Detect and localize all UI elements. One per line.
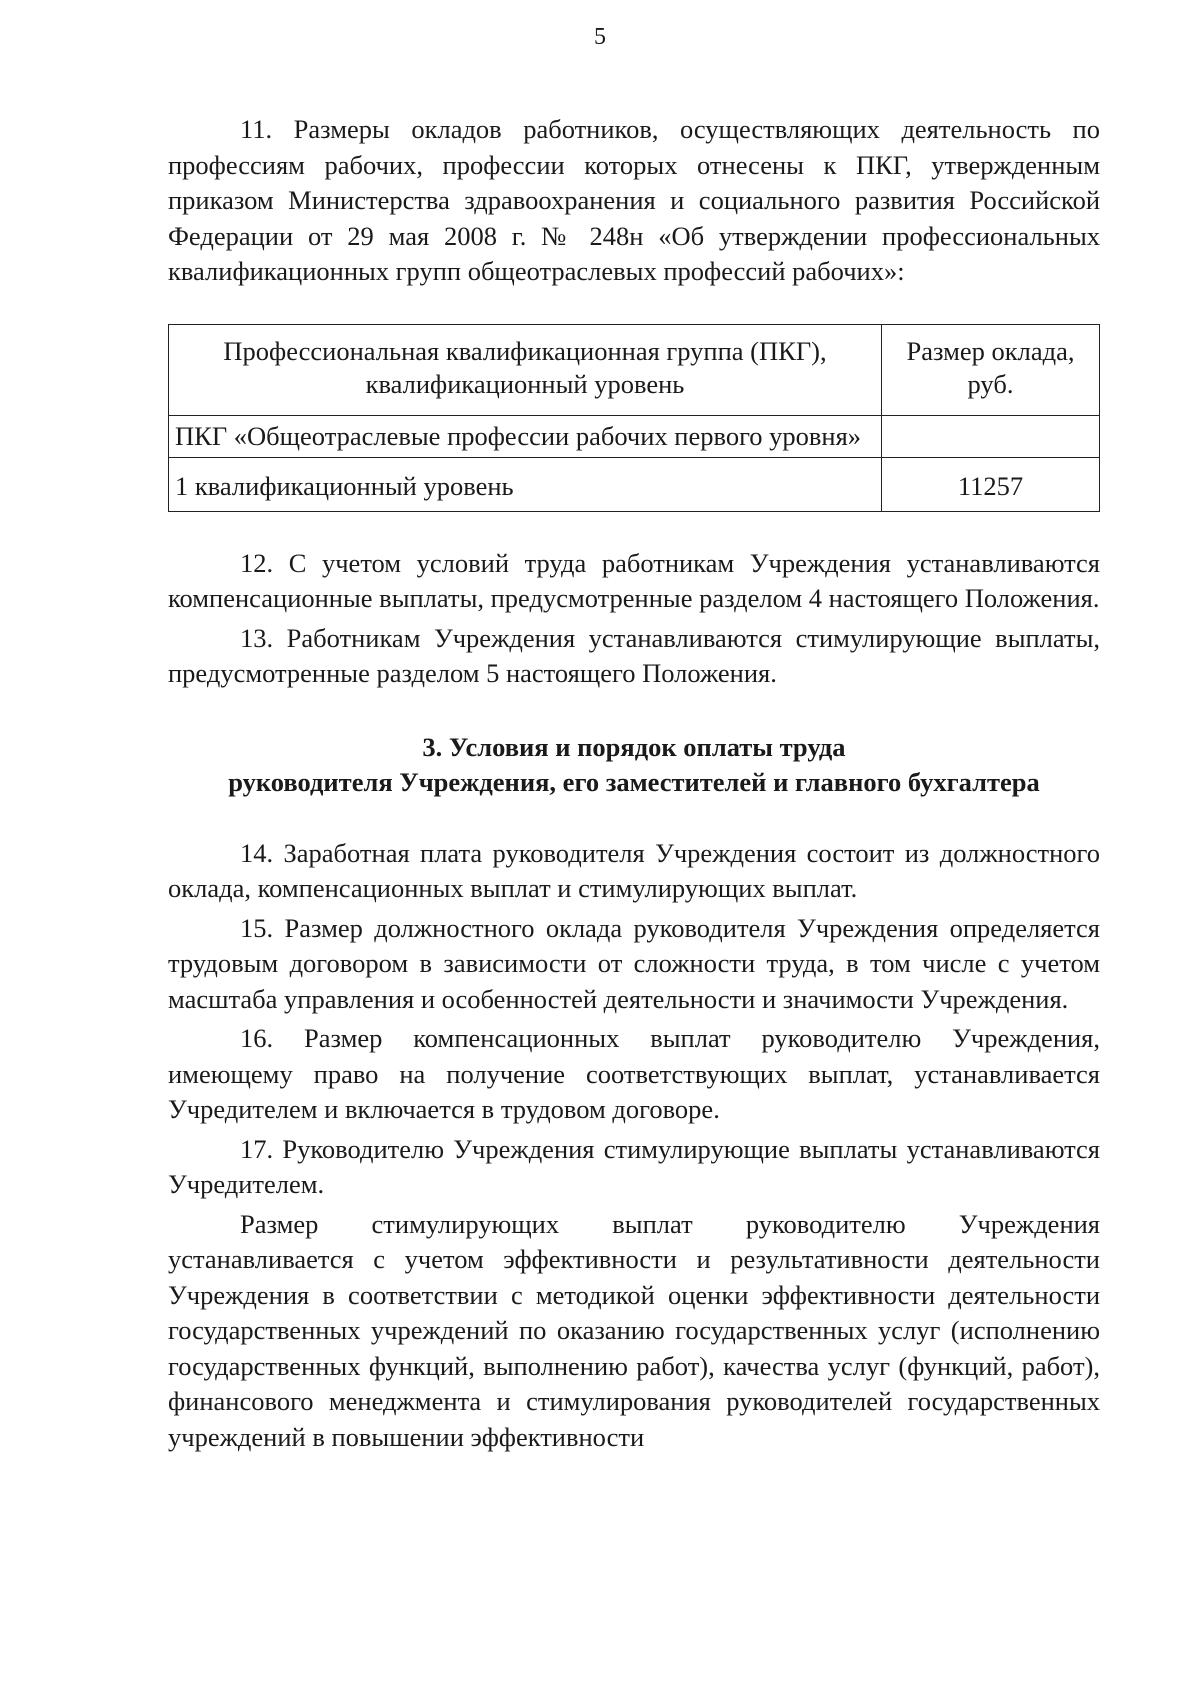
table-row-value: 11257 bbox=[882, 457, 1100, 511]
section-title-line1: 3. Условия и порядок оплаты труда bbox=[422, 731, 846, 762]
table-header-row bbox=[169, 324, 1100, 415]
document-body bbox=[168, 112, 1100, 1455]
paragraph-15: 15. Размер должностного оклада руководителя Учреждения определяется трудовым договором в зависимости от сложности труда, в том числе с учетом масштаба управления и особенностей деятельности и значимости Учреждения. bbox=[168, 912, 1100, 1014]
table-row-label: 1 квалификационный уровень bbox=[169, 457, 882, 511]
header-salary-cell bbox=[882, 324, 1100, 415]
salary-table bbox=[168, 324, 1100, 512]
table-row-value bbox=[882, 415, 1100, 457]
paragraph-12: 12. С учетом условий труда работникам Учреждения устанавливаются компенсационные выплаты, предусмотренные разделом 4 настоящего Положения. bbox=[168, 547, 1100, 613]
table-row-label: ПКГ «Общеотраслевые профессии рабочих первого уровня» bbox=[169, 415, 882, 457]
paragraph-14: 14. Заработная плата руководителя Учреждения состоит из должностного оклада, компенсационных выплат и стимулирующих выплат. bbox=[168, 837, 1100, 903]
header-group-line1: Профессиональная квалификационная группа (ПКГ), bbox=[223, 335, 827, 366]
section-title-line2: руководителя Учреждения, его заместителей и главного бухгалтера bbox=[228, 766, 1040, 797]
paragraph-11: 11. Размеры окладов работников, осуществляющих деятельность по профессиям рабочих, профессии которых отнесены к ПКГ, утвержденным приказом Министерства здравоохранения и социального развития Российской Федерации от 29 мая 2008 г. № 248н «Об утверждении профессиональных квалификационных групп общеотраслевых профессий рабочих»: bbox=[168, 114, 1100, 286]
paragraph-17-continuation: Размер стимулирующих выплат руководителю Учреждения устанавливается с учетом эффективности и результативности деятельности Учреждения в соответствии с методикой оценки эффективности деятельности государственных учреждений по оказанию государственных услуг (исполнению государственных функций, выполнению работ), качества услуг (функций, работ), финансового менеджмента и стимулирования руководителей государственных учреждений в повышении эффективности bbox=[168, 1208, 1100, 1452]
paragraph-17: 17. Руководителю Учреждения стимулирующие выплаты устанавливаются Учредителем. bbox=[168, 1133, 1100, 1199]
paragraph-13: 13. Работникам Учреждения устанавливаются стимулирующие выплаты, предусмотренные разделом 5 настоящего Положения. bbox=[168, 622, 1100, 688]
section-title bbox=[168, 730, 1100, 800]
table-row bbox=[169, 457, 1100, 511]
table-row bbox=[169, 415, 1100, 457]
header-salary-line1: Размер оклада, bbox=[906, 335, 1075, 366]
page-number: 5 bbox=[594, 24, 606, 50]
header-group-cell bbox=[169, 324, 882, 415]
header-group-line2: квалификационный уровень bbox=[365, 368, 685, 399]
header-salary-line2: руб. bbox=[967, 368, 1014, 399]
paragraph-16: 16. Размер компенсационных выплат руководителю Учреждения, имеющему право на получение соответствующих выплат, устанавливается Учредителем и включается в трудовом договоре. bbox=[168, 1023, 1100, 1124]
